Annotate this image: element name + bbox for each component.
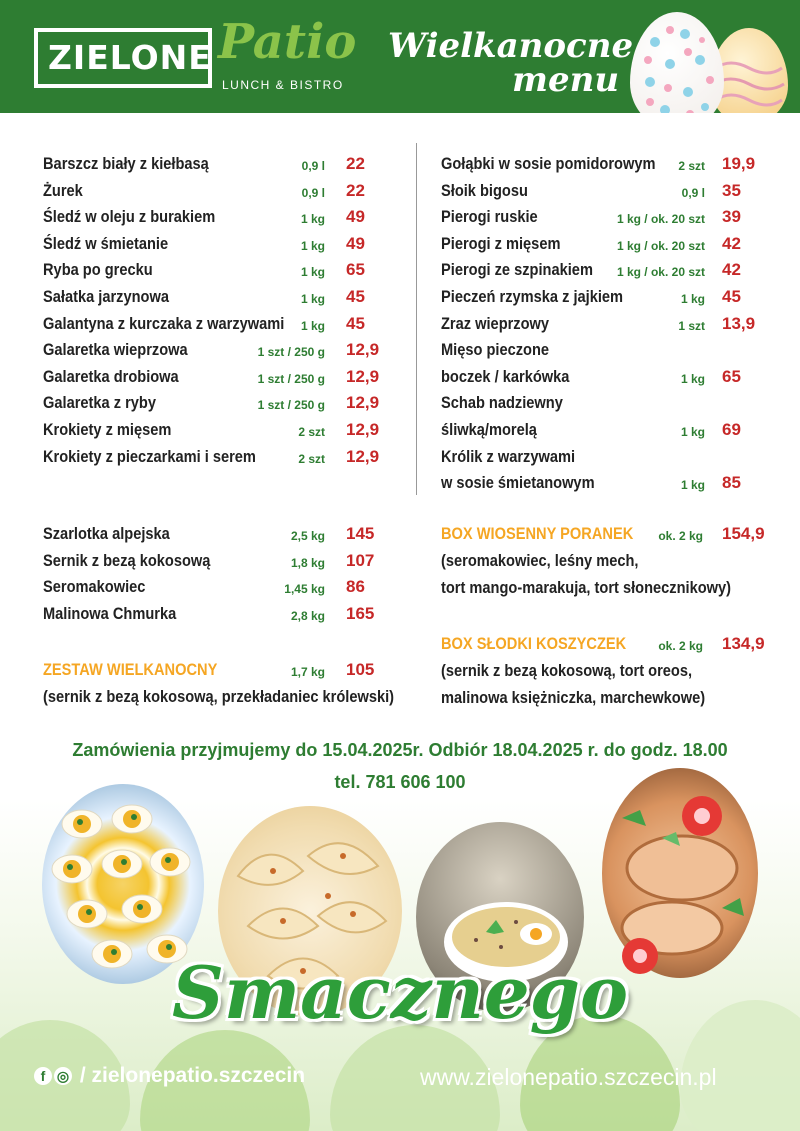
menu-item-quantity: 1 kg — [680, 292, 705, 306]
menu-item-name: Galantyna z kurczaka z warzywami — [43, 313, 285, 333]
menu-item-price: 85 — [722, 473, 741, 493]
menu-item-name: Krokiety z mięsem — [43, 420, 172, 439]
menu-item-price: 145 — [346, 524, 375, 543]
menu-item-name: Śledź w śmietanie — [43, 233, 169, 253]
menu-item-name: Seromakowiec — [43, 577, 146, 597]
menu-item-quantity: 2 szt — [678, 159, 705, 173]
menu-item-quantity: 1 kg / ok. 20 szt — [616, 238, 705, 253]
menu-item-name: boczek / karkówka — [441, 366, 570, 386]
zestaw-qty: 1,7 kg — [290, 665, 325, 679]
menu-item-quantity: 1 kg — [680, 425, 705, 439]
menu-item-price: 12,9 — [346, 393, 380, 413]
menu-title-line2: menu — [512, 60, 620, 100]
menu-item-quantity: 2,8 kg — [290, 608, 325, 623]
menu-item-price: 12,9 — [346, 340, 380, 360]
menu-item-quantity: 1 szt / 250 g — [257, 371, 325, 386]
menu-item-name: Słoik bigosu — [441, 180, 528, 200]
logo-script-text: Patio — [218, 14, 357, 70]
box1-qty: ok. 2 kg — [658, 529, 703, 543]
menu-item-quantity: 2,5 kg — [290, 529, 325, 543]
box1-price: 154,9 — [722, 524, 765, 543]
menu-item-quantity: 1 kg / ok. 20 szt — [616, 265, 705, 280]
menu-item-price: 12,9 — [346, 446, 380, 466]
slogan-text: Smacznego — [171, 950, 629, 1035]
menu-item-price: 165 — [346, 603, 375, 623]
column-divider — [416, 143, 417, 495]
menu-item-name: Ryba po grecku — [43, 260, 153, 280]
menu-item-price: 49 — [346, 207, 365, 227]
menu-item-name: Szarlotka alpejska — [43, 524, 170, 543]
menu-item-price: 19,9 — [722, 154, 756, 173]
menu-item-price: 69 — [722, 420, 741, 439]
box2-qty: ok. 2 kg — [658, 639, 703, 653]
phone-number: tel. 781 606 100 — [334, 772, 466, 792]
box1-description-line1: (seromakowiec, leśny mech, — [441, 551, 639, 570]
website-link[interactable]: www.zielonepatio.szczecin.pl — [420, 1064, 717, 1090]
menu-item-quantity: 2 szt — [298, 451, 325, 466]
zestaw-price: 105 — [346, 660, 375, 679]
menu-item-price: 45 — [346, 287, 365, 306]
zestaw-title: ZESTAW WIELKANOCNY — [43, 660, 218, 679]
menu-item-quantity: 1 kg — [300, 318, 325, 333]
menu-item-price: 42 — [722, 233, 741, 253]
instagram-icon[interactable]: ◎ — [54, 1067, 72, 1085]
menu-item-quantity: 1 szt / 250 g — [257, 398, 325, 413]
social-handle-text: / zielonepatio.szczecin — [79, 1064, 306, 1087]
box2-description-line2: malinowa księżniczka, marchewkowe) — [441, 688, 706, 707]
menu-item-name: śliwką/morelą — [441, 420, 537, 439]
menu-item-name: Galaretka drobiowa — [43, 366, 179, 386]
menu-item-price: 42 — [722, 260, 741, 280]
menu-item-name: Galaretka wieprzowa — [43, 340, 188, 360]
menu-item-price: 12,9 — [346, 366, 380, 386]
menu-item-quantity: 1 kg — [680, 371, 705, 386]
menu-item-quantity: 0,9 l — [681, 185, 705, 200]
order-deadline-text: Zamówienia przyjmujemy do 15.04.2025r. Odbiór 18.04.2025 r. do godz. 18.00 — [72, 740, 728, 760]
menu-item-name: Pieczeń rzymska z jajkiem — [441, 287, 624, 306]
menu-item-quantity: 1 szt — [678, 318, 705, 333]
menu-item-quantity: 0,9 l — [301, 159, 325, 173]
menu-item-quantity: 0,9 l — [301, 185, 325, 200]
social-media-handle[interactable] — [34, 1064, 305, 1088]
menu-item-quantity: 1 kg / ok. 20 szt — [616, 212, 705, 227]
menu-item-name: Królik z warzywami — [441, 446, 576, 466]
logo-main-text: ZIELONE — [48, 38, 212, 77]
menu-item-quantity: 1 kg — [300, 265, 325, 280]
menu-item-name: Śledź w oleju z burakiem — [43, 207, 216, 227]
menu-item-price: 45 — [346, 313, 365, 333]
menu-item-name: Galaretka z ryby — [43, 393, 156, 413]
box2-price: 134,9 — [722, 634, 765, 653]
menu-item-name: Zraz wieprzowy — [441, 313, 550, 333]
facebook-icon[interactable]: f — [34, 1067, 52, 1085]
menu-item-quantity: 1 szt / 250 g — [257, 345, 325, 360]
menu-item-price: 45 — [722, 287, 741, 306]
menu-item-quantity: 1,45 kg — [284, 582, 325, 597]
menu-item-name: Malinowa Chmurka — [43, 603, 177, 623]
menu-item-quantity: 1 kg — [680, 478, 705, 493]
menu-item-name: w sosie śmietanowym — [441, 473, 595, 493]
menu-item-price: 39 — [722, 207, 741, 227]
box2-title: BOX SŁODKI KOSZYCZEK — [441, 634, 627, 653]
menu-item-price: 12,9 — [346, 420, 380, 439]
box2-description-line1: (sernik z bezą kokosową, tort oreos, — [441, 661, 693, 680]
menu-item-quantity: 1 kg — [300, 238, 325, 253]
menu-item-name: Schab nadziewny — [441, 393, 563, 413]
menu-item-price: 65 — [346, 260, 365, 280]
header-banner — [0, 0, 800, 113]
roast-meat-photo — [602, 768, 758, 978]
easter-egg-image — [630, 12, 724, 113]
menu-item-price: 22 — [346, 154, 365, 173]
menu-item-price: 86 — [346, 577, 365, 597]
box1-description-line2: tort mango-marakuja, tort słonecznikowy) — [441, 578, 732, 597]
menu-item-name: Żurek — [43, 180, 83, 200]
menu-item-price: 107 — [346, 550, 375, 570]
menu-item-name: Sałatka jarzynowa — [43, 287, 169, 306]
menu-item-name: Pierogi z mięsem — [441, 233, 561, 253]
menu-item-quantity: 1 kg — [300, 292, 325, 306]
menu-item-price: 49 — [346, 233, 365, 253]
menu-title-line1: Wielkanocne — [388, 26, 634, 66]
menu-item-name: Krokiety z pieczarkami i serem — [43, 446, 256, 466]
box1-title: BOX WIOSENNY PORANEK — [441, 524, 634, 543]
menu-item-quantity: 1,8 kg — [290, 555, 325, 570]
logo-tagline: LUNCH & BISTRO — [222, 78, 344, 92]
menu-item-quantity: 1 kg — [300, 212, 325, 227]
menu-item-name: Mięso pieczone — [441, 340, 550, 360]
menu-item-name: Pierogi ruskie — [441, 207, 538, 227]
menu-item-quantity: 2 szt — [298, 425, 325, 439]
menu-item-name: Sernik z bezą kokosową — [43, 550, 211, 570]
menu-item-name: Gołąbki w sosie pomidorowym — [441, 154, 656, 173]
menu-item-price: 35 — [722, 180, 741, 200]
menu-item-price: 65 — [722, 366, 741, 386]
menu-item-price: 13,9 — [722, 313, 756, 333]
menu-item-price: 22 — [346, 180, 365, 200]
menu-item-name: Pierogi ze szpinakiem — [441, 260, 593, 280]
menu-item-name: Barszcz biały z kiełbasą — [43, 154, 209, 173]
zestaw-description: (sernik z bezą kokosową, przekładaniec królewski) — [43, 687, 395, 706]
